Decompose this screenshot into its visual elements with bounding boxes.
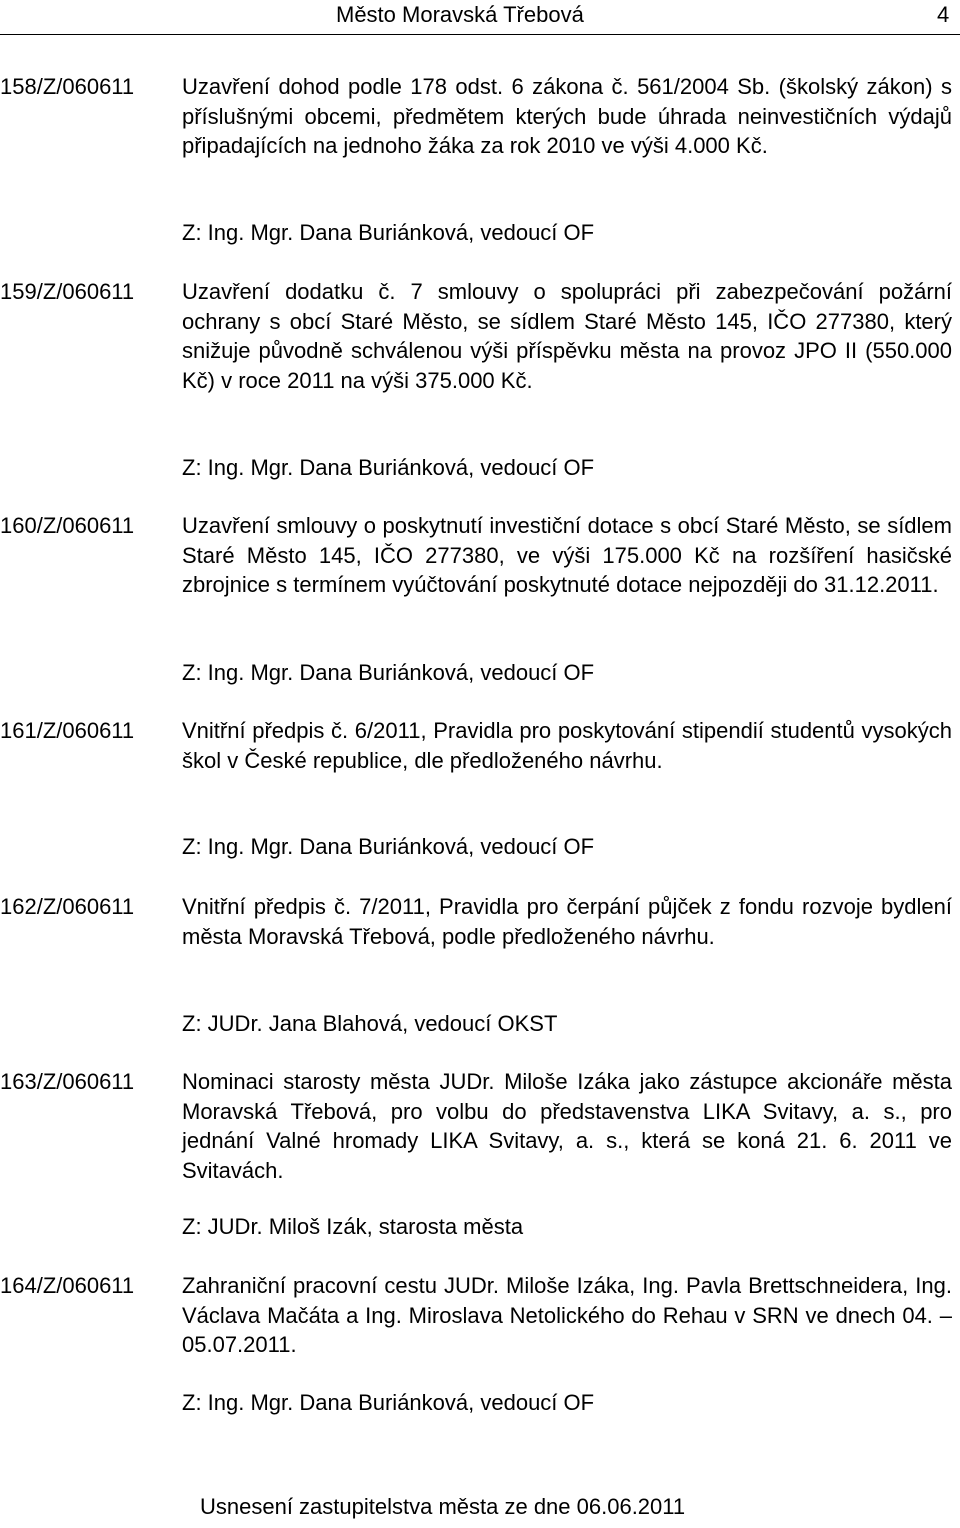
resolution-text: Uzavření dohod podle 178 odst. 6 zákona č. 561/2004 Sb. (školský zákon) s příslušnými obcemi, předmětem kterých bude úhrada neinvestičních výdajů připadajících na jednoho žáka za rok 2010 ve výši 4.000 Kč. <box>182 74 952 159</box>
page-footer: Usnesení zastupitelstva města ze dne 06.06.2011 <box>200 1494 686 1519</box>
resolution-responsible: Z: JUDr. Miloš Izák, starosta města <box>182 1214 524 1239</box>
resolution-text: Zahraniční pracovní cestu JUDr. Miloše Izáka, Ing. Pavla Brettschneidera, Ing. Václava Mačáta a Ing. Miroslava Netolického do Rehau v SRN ve dnech 04. – 05.07.2011. <box>182 1273 952 1358</box>
resolution-number: 161/Z/060611 <box>0 718 135 743</box>
page-header <box>0 0 960 40</box>
resolution-text: Vnitřní předpis č. 7/2011, Pravidla pro čerpání půjček z fondu rozvoje bydlení města Moravská Třebová, podle předloženého návrhu. <box>182 894 952 949</box>
resolution-responsible: Z: Ing. Mgr. Dana Buriánková, vedoucí OF <box>182 220 595 245</box>
resolution-responsible: Z: Ing. Mgr. Dana Buriánková, vedoucí OF <box>182 660 595 685</box>
resolution-text: Vnitřní předpis č. 6/2011, Pravidla pro poskytování stipendií studentů vysokých škol v České republice, dle předloženého návrhu. <box>182 718 952 773</box>
resolution-text: Uzavření dodatku č. 7 smlouvy o spolupráci při zabezpečování požární ochrany s obcí Staré Město, se sídlem Staré Město 145, IČO 277380, který snižuje původně schválenou výši příspěvku města na provoz JPO II (550.000 Kč) v roce 2011 na výši 375.000 Kč. <box>182 279 952 393</box>
resolution-number: 162/Z/060611 <box>0 894 135 919</box>
header-divider <box>0 34 960 35</box>
page-number: 4 <box>937 2 950 27</box>
resolution-responsible: Z: Ing. Mgr. Dana Buriánková, vedoucí OF <box>182 834 595 859</box>
resolution-number: 158/Z/060611 <box>0 74 135 99</box>
resolution-number: 164/Z/060611 <box>0 1273 135 1298</box>
resolution-responsible: Z: Ing. Mgr. Dana Buriánková, vedoucí OF <box>182 1390 595 1415</box>
resolution-responsible: Z: Ing. Mgr. Dana Buriánková, vedoucí OF <box>182 455 595 480</box>
resolution-text: Nominaci starosty města JUDr. Miloše Izáka jako zástupce akcionáře města Moravská Třebová, pro volbu do představenstva LIKA Svitavy, a. s., pro jednání Valné hromady LIKA Svitavy, a. s., která se koná 21. 6. 2011 ve Svitavách. <box>182 1069 952 1183</box>
resolution-number: 159/Z/060611 <box>0 279 135 304</box>
header-title: Město Moravská Třebová <box>336 2 584 27</box>
resolution-number: 163/Z/060611 <box>0 1069 135 1094</box>
resolution-text: Uzavření smlouvy o poskytnutí investiční dotace s obcí Staré Město, se sídlem Staré Město 145, IČO 277380, ve výši 175.000 Kč na rozšíření hasičské zbrojnice s termínem vyúčtování poskytnuté dotace nejpozději do 31.12.2011. <box>182 513 952 598</box>
resolution-number: 160/Z/060611 <box>0 513 135 538</box>
resolution-responsible: Z: JUDr. Jana Blahová, vedoucí OKST <box>182 1011 558 1036</box>
